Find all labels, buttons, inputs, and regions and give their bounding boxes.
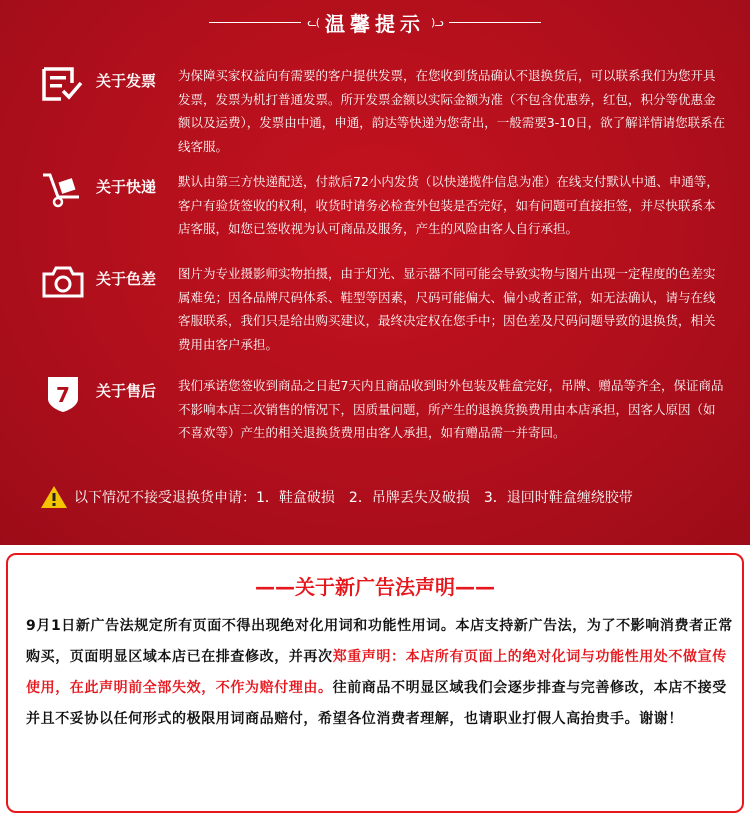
section-body: 为保障买家权益向有需要的客户提供发票，在您收到货品确认不退换货后，可以联系我们为您开具发票，发票为机打普通发票。所开发票金额以实际金额为准（不包含优惠券，红包，积分等优惠金额以及运费），发票由中通，申通，韵达等快递为您寄出，一般需要3-10日，欲了解详情请您联系在线客服。 bbox=[178, 68, 726, 154]
tips-header bbox=[0, 6, 750, 38]
section-label: 关于快递 bbox=[96, 178, 157, 196]
header-line-left bbox=[209, 22, 301, 23]
section-body: 默认由第三方快递配送，付款后72小内发货（以快递揽件信息为准）在线支付默认中通、申通等，客户有验货签收的权利，收货时请务必检查外包装是否完好，如有问题可直接拒签，并尽快联系本店客服，如您已签收视为认可商品及服务，产生的风险由客人自行承担。 bbox=[178, 174, 719, 236]
notice-area bbox=[0, 545, 750, 819]
return-exclusions bbox=[40, 484, 730, 510]
header-deco-left: ᓚ( bbox=[307, 15, 319, 29]
svg-text:7: 7 bbox=[56, 383, 70, 407]
camera-icon bbox=[40, 262, 86, 302]
notice-body bbox=[26, 611, 734, 735]
warning-text: 以下情况不接受退换货申请：1．鞋盒破损 2．吊牌丢失及破损 3．退回时鞋盒缠绕胶带 bbox=[74, 490, 633, 506]
header-line-right bbox=[449, 22, 541, 23]
ad-law-notice-box bbox=[6, 553, 744, 813]
notice-body-part2: 往前商品不明显区域我们会逐步排查与完善修改，本店不接受并且不妥协以任何形式的极限用词商品赔付，希望各位消费者理解，也请职业打假人高抬贵手。谢谢！ bbox=[26, 680, 727, 727]
section-label: 关于发票 bbox=[96, 72, 157, 90]
notice-body-emphasis: 郑重声明：本店所有页面上的绝对化词与功能性用处不做宣传使用，在此声明前全部失效，不作为赔付理由。 bbox=[26, 649, 727, 696]
page-title: 温馨提示 bbox=[325, 11, 425, 36]
section-label: 关于售后 bbox=[96, 382, 157, 400]
section-body: 我们承诺您签收到商品之日起7天内且商品收到时外包装及鞋盒完好，吊牌、赠品等齐全，保证商品不影响本店二次销售的情况下，因质量问题，所产生的退换货换费用由本店承担，因客人原因（如不喜欢等）产生的相关退换货费用由客人承担，如有赠品需一并寄回。 bbox=[178, 378, 724, 440]
hand-truck-icon bbox=[40, 170, 86, 210]
header-deco-right: )ᓗ bbox=[431, 15, 443, 29]
section-label: 关于色差 bbox=[96, 270, 157, 288]
notice-body-part1: 9月1日新广告法规定所有页面不得出现绝对化用词和功能性用词。本店支持新广告法，为了不影响消费者正常购买，页面明显区域本店已在排查修改，并再次 bbox=[26, 618, 733, 665]
warning-icon bbox=[40, 485, 68, 509]
invoice-check-icon bbox=[40, 64, 86, 104]
seven-day-shield-icon bbox=[40, 374, 86, 414]
notice-title: ——关于新广告法声明—— bbox=[255, 575, 495, 599]
section-body: 图片为专业摄影师实物拍摄，由于灯光、显示器不同可能会导致实物与图片出现一定程度的色差实属难免；因各品牌尺码体系、鞋型等因素，尺码可能偏大、偏小或者正常，如无法确认，请与在线客服联系，我们只是给出购买建议，最终决定权在您手中；因色差及尺码问题导致的退换货，相关费用由客户承担。 bbox=[178, 266, 716, 352]
